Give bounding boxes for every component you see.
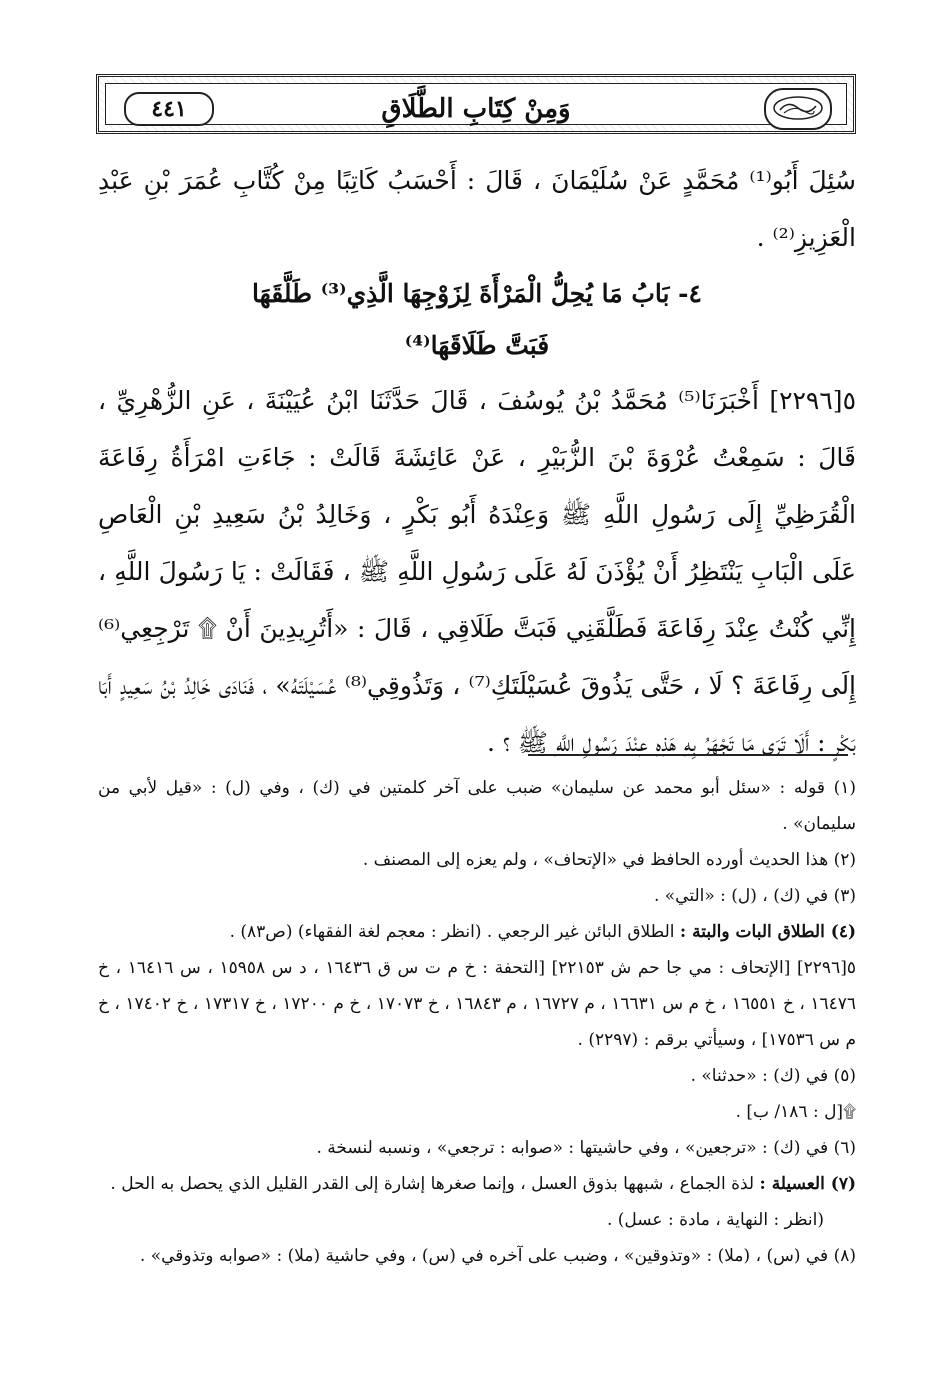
page-header bbox=[96, 74, 856, 134]
ithaf-reference: ٥[٢٢٩٦] [الإتحاف : مي جا حم ش ٢٢١٥٣] [التحفة : خ م ت س ق ١٦٤٣٦ ، د س ١٥٩٥٨ ، س ١٦٤١٦ ، خ ١٦٤٧٦ ، خ ١٦٥٥١ ، خ م س ١٦٦٣١ ، م ١٦٧٢٧ ، م ١٦٨٤٣ ، خ ١٧٠٧٣ ، خ م ١٧٢٠٠ ، خ ١٧٣١٧ ، خ ١٧٤٠٢ ، خ م س ١٧٥٣٦] ، وسيأتي برقم : (٢٢٩٧) . bbox=[98, 958, 856, 1050]
chapter-heading-line2: فَبَتَّ طَلَاقَهَا⁽⁴⁾ bbox=[404, 331, 550, 360]
footnote-divider bbox=[528, 754, 848, 756]
footnote-5: (٥) في (ك) : «حدثنا» . bbox=[690, 1066, 856, 1086]
hadith-text: ٥[٢٢٩٦] أَخْبَرَنَا⁽⁵⁾ مُحَمَّدُ بْنُ يُوسُفَ ، قَالَ حَدَّثَنَا ابْنُ عُيَيْنَةَ ، عَنِ الزُّهْرِيِّ ، قَالَ : سَمِعْتُ عُرْوَةَ بْنَ الزُّبَيْرِ ، عَنْ عَائِشَةَ قَالَتْ : جَاءَتِ امْرَأَةُ رِفَاعَةَ الْقُرَظِيِّ إِلَى رَسُولِ اللَّهِ ﷺ وَعِنْدَهُ أَبُو بَكْرٍ ، وَخَالِدُ بْنُ سَعِيدِ بْنِ الْعَاصِ عَلَى الْبَابِ يَنْتَظِرُ أَنْ يُؤْذَنَ لَهُ عَلَى رَسُولِ اللَّهِ ﷺ ، فَقَالَتْ : يَا رَسُولَ اللَّهِ ، إِنِّي كُنْتُ عِنْدَ رِفَاعَةَ فَطَلَّقَنِي فَبَتَّ طَلَاقِي ، قَالَ : «أَتُرِيدِينَ أَنْ ۩ تَرْجِعِي⁽⁶⁾ إِلَى رِفَاعَةَ ؟ لَا ، حَتَّى يَذُوقَ عُسَيْلَتَكِ⁽⁷⁾ ، وَتَذُوقِي⁽⁸⁾ عُسَيْلَتَهُ» ، فَنَادَى خَالِدُ بْنُ سَعِيدٍ أَبَا بَكْرٍ : أَلَا تَرَى مَا تَجْهَرُ بِهِ هَذِهِ عِنْدَ رَسُولِ اللَّهِ ﷺ ؟ . bbox=[98, 386, 857, 757]
footnote-4-term: (٤) الطلاق البات والبتة : bbox=[679, 922, 856, 942]
footnote-3: (٣) في (ك) ، (ل) : «التي» . bbox=[653, 886, 856, 906]
footnote-4-text: الطلاق البائن غير الرجعي . (انظر : معجم لغة الفقهاء) (ص٨٣) . bbox=[229, 922, 680, 942]
page-number: ٤٤١ bbox=[124, 92, 214, 126]
footnote-6: (٦) في (ك) : «ترجعين» ، وفي حاشيتها : «صوابه : ترجعي» ، ونسبه لنسخة . bbox=[316, 1138, 856, 1158]
header-frame bbox=[105, 83, 847, 125]
footnote-7-text: لذة الجماع ، شبهها بذوق العسل ، وإنما صغرها إشارة إلى القدر القليل الذي يحصل به الحل . bbox=[110, 1174, 760, 1194]
footnote-1: (١) قوله : «سئل أبو محمد عن سليمان» ضبب على آخر كلمتين في (ك) ، وفي (ل) : «قيل لأبي من سليمان» . bbox=[98, 778, 856, 834]
chapter-heading-line1: ٤- بَابُ مَا يُحِلُّ الْمَرْأَةَ لِزَوْجِهَا الَّذِي⁽³⁾ طَلَّقَهَا bbox=[252, 279, 702, 308]
footnote-4 bbox=[98, 914, 856, 950]
footnote-8: (٨) في (س) ، (ملا) : «وتذوقين» ، وضبب على آخره في (س) ، وفي حاشية (ملا) : «صوابه وتذوقي» . bbox=[139, 1246, 856, 1266]
running-title: وَمِنْ كِتَابِ الطَّلَاقِ bbox=[381, 94, 571, 124]
footnotes bbox=[98, 770, 856, 1274]
footnote-7-term: (٧) العسيلة : bbox=[759, 1174, 856, 1194]
folio-marker: ۩[ل : ١٨٦/ ب] . bbox=[735, 1102, 856, 1122]
chapter-heading bbox=[98, 268, 856, 372]
intro-paragraph: سُئِلَ أَبُو⁽¹⁾ مُحَمَّدٍ عَنْ سُلَيْمَانَ ، قَالَ : أَحْسَبُ كَاتِبًا مِنْ كُتَّابِ عُمَرَ بْنِ عَبْدِ الْعَزِيزِ⁽²⁾ . bbox=[98, 166, 856, 252]
publisher-seal-icon bbox=[764, 88, 832, 130]
footnote-2: (٢) هذا الحديث أورده الحافظ في «الإتحاف» ، ولم يعزه إلى المصنف . bbox=[362, 850, 856, 870]
footnote-7-continuation: (انظر : النهاية ، مادة : عسل) . bbox=[606, 1210, 824, 1230]
footnote-7 bbox=[98, 1166, 856, 1202]
